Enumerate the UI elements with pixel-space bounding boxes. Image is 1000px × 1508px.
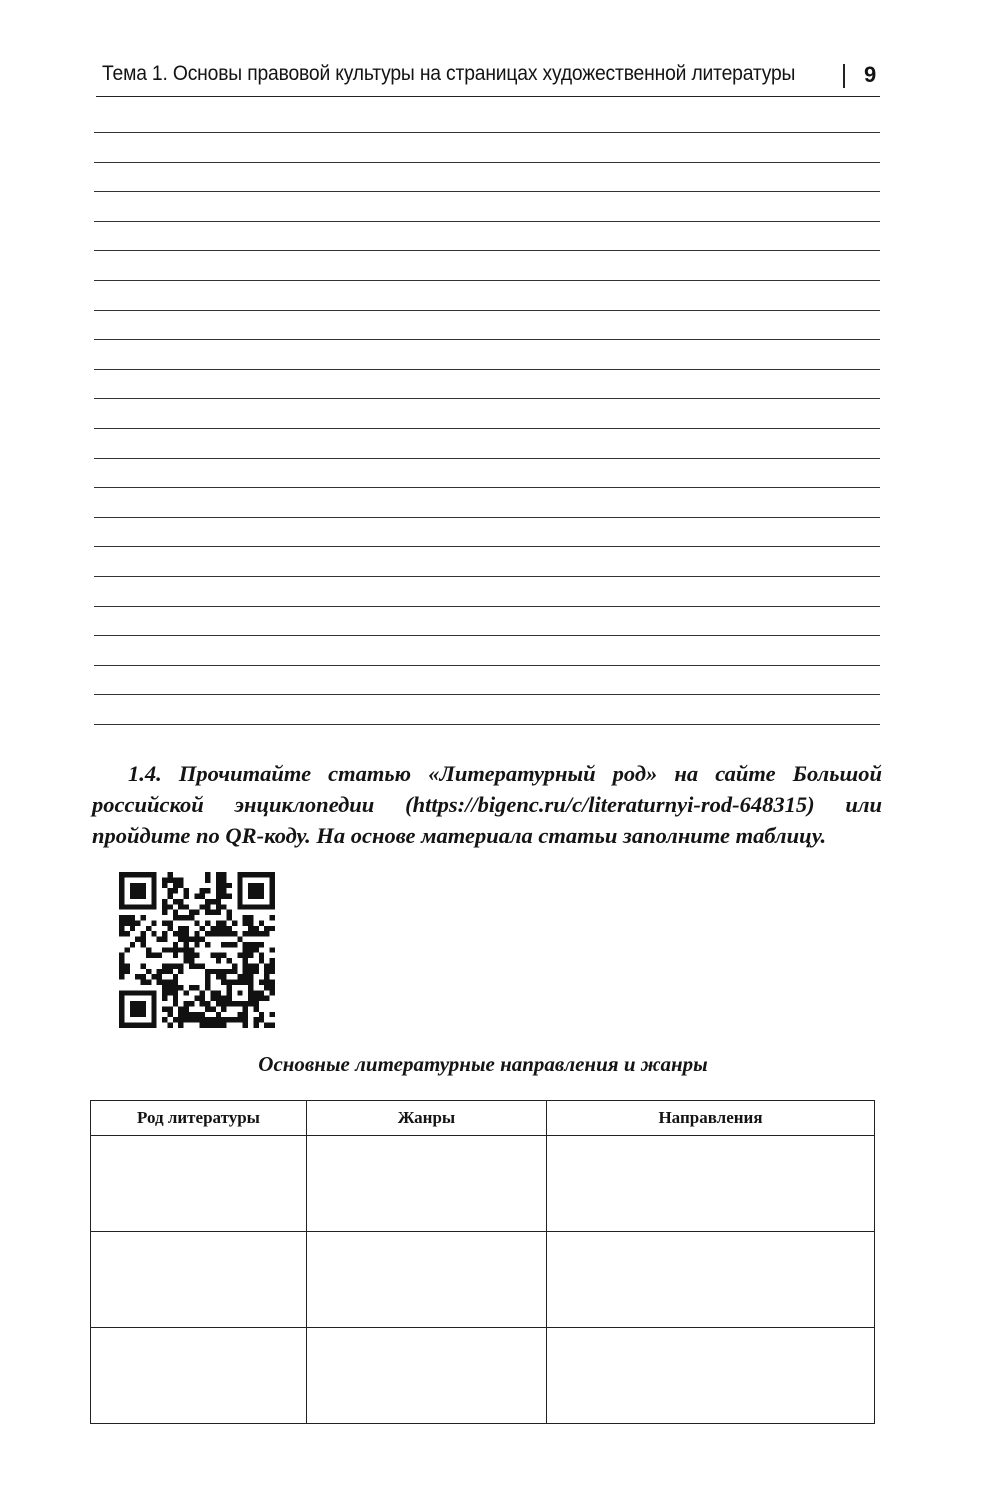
writing-line[interactable] (94, 606, 880, 607)
writing-line[interactable] (94, 724, 880, 725)
table-cell[interactable] (307, 1136, 547, 1232)
table-header-row (91, 1101, 875, 1136)
table-row (91, 1232, 875, 1328)
writing-line[interactable] (94, 339, 880, 340)
writing-line[interactable] (94, 310, 880, 311)
writing-line[interactable] (94, 458, 880, 459)
table-cell[interactable] (307, 1328, 547, 1424)
table-caption: Основные литературные направления и жанры (258, 1052, 708, 1076)
writing-line[interactable] (94, 428, 880, 429)
table-cell[interactable] (91, 1136, 307, 1232)
writing-line[interactable] (94, 280, 880, 281)
header-title: Тема 1. Основы правовой культуры на страницах художественной литературы (102, 62, 796, 85)
task-text: Прочитайте статью «Литературный род» на сайте Большой российской энциклопедии (https://bigenc.ru/c/literaturnyi-rod-648315) или пройдите по QR-коду. На основе материала статьи заполните таблицу. (92, 761, 883, 848)
table-cell[interactable] (91, 1232, 307, 1328)
writing-line[interactable] (94, 369, 880, 370)
writing-line[interactable] (94, 546, 880, 547)
table-cell[interactable] (91, 1328, 307, 1424)
column-header: Направления (547, 1101, 875, 1136)
page-header (96, 60, 880, 97)
writing-line[interactable] (94, 635, 880, 636)
table-row (91, 1136, 875, 1232)
table-row (91, 1328, 875, 1424)
writing-line[interactable] (94, 162, 880, 163)
table-cell[interactable] (547, 1328, 875, 1424)
column-header: Род литературы (91, 1101, 307, 1136)
writing-line[interactable] (94, 221, 880, 222)
writing-line[interactable] (94, 694, 880, 695)
writing-line[interactable] (94, 398, 880, 399)
writing-line[interactable] (94, 517, 880, 518)
writing-line[interactable] (94, 576, 880, 577)
writing-line[interactable] (94, 487, 880, 488)
writing-line[interactable] (94, 132, 880, 133)
qr-code-icon[interactable] (119, 872, 275, 1028)
table-cell[interactable] (307, 1232, 547, 1328)
table-cell[interactable] (547, 1136, 875, 1232)
task-paragraph (92, 758, 882, 851)
table-cell[interactable] (547, 1232, 875, 1328)
writing-line[interactable] (94, 665, 880, 666)
genres-table (90, 1100, 875, 1424)
task-number: 1.4. (128, 761, 162, 786)
writing-line[interactable] (94, 191, 880, 192)
page-number: 9 (864, 62, 877, 87)
writing-line[interactable] (94, 250, 880, 251)
column-header: Жанры (307, 1101, 547, 1136)
header-separator (843, 64, 845, 88)
